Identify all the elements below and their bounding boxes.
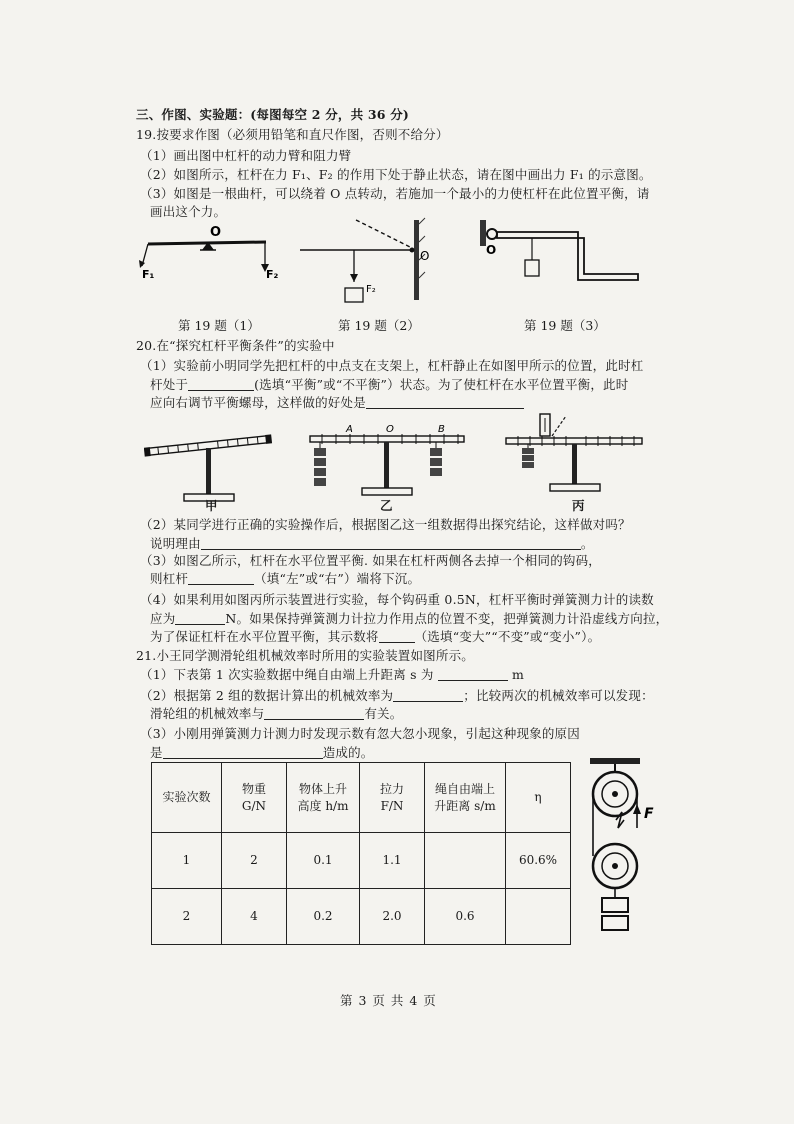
stand-pole bbox=[572, 444, 577, 484]
answer-blank-cause[interactable] bbox=[163, 746, 323, 759]
q21-part2-line1: （2）根据第 2 组的数据计算出的机械效率为 ；比较两次的机械效率可以发现： bbox=[140, 688, 654, 703]
stand-base bbox=[362, 488, 412, 495]
table-row bbox=[152, 889, 571, 945]
stand-pole bbox=[384, 442, 389, 488]
q21-part1: （1）下表第 1 次实验数据中绳自由端上升距离 s 为 m bbox=[140, 667, 525, 682]
q19-figure-3 bbox=[478, 216, 648, 296]
q20-part4-line3: 为了保证杠杆在水平位置平衡，其示数将 （选填“变大”“不变”或“变小”）。 bbox=[150, 629, 601, 644]
cell-height: 0.1 bbox=[287, 833, 360, 889]
answer-blank-benefit[interactable] bbox=[366, 396, 524, 409]
fig1-label-o: O bbox=[210, 225, 222, 240]
label-o: O bbox=[386, 424, 394, 435]
header-pull: 拉力 F/N bbox=[360, 763, 425, 833]
cell-pull: 2.0 bbox=[360, 889, 425, 945]
ceiling-bar bbox=[590, 758, 640, 764]
pulley-label-f: F bbox=[644, 806, 654, 822]
header-efficiency: η bbox=[506, 763, 571, 833]
cell-pull: 1.1 bbox=[360, 833, 425, 889]
q19-part3-line2: 画出这个力。 bbox=[150, 204, 227, 219]
dashed-line bbox=[356, 220, 412, 248]
q20-title: 20.在“探究杠杆平衡条件”的实验中 bbox=[136, 338, 335, 353]
cell-height: 0.2 bbox=[287, 889, 360, 945]
label-b: B bbox=[438, 424, 445, 435]
hook-weight bbox=[314, 478, 326, 486]
cell-trial: 2 bbox=[152, 889, 222, 945]
hook-weight bbox=[522, 448, 534, 454]
q20-figure-yi bbox=[306, 420, 470, 500]
answer-blank-distance[interactable] bbox=[438, 668, 508, 681]
answer-blank-change[interactable] bbox=[379, 630, 415, 643]
q19-part3-line1: （3）如图是一根曲杆，可以绕着 O 点转动，若施加一个最小的力使杠杆在此位置平衡，请 bbox=[140, 186, 650, 201]
cell-efficiency: 60.6% bbox=[506, 833, 571, 889]
header-weight: 物重 G/N bbox=[222, 763, 287, 833]
weight-box bbox=[345, 288, 363, 302]
label-a: A bbox=[346, 424, 353, 435]
answer-blank-scale-reading[interactable] bbox=[175, 612, 225, 625]
fig2-label-f2: F₂ bbox=[366, 284, 376, 295]
fig3-label-o: O bbox=[486, 243, 497, 257]
q20-part1-line2: 杆处于 (选填“平衡”或“不平衡”）状态。为了使杠杆在水平位置平衡，此时 bbox=[150, 377, 629, 392]
cell-trial: 1 bbox=[152, 833, 222, 889]
hook-weight bbox=[314, 468, 326, 476]
q20-part3-line2: 则杠杆 （填“左”或“右”）端将下沉。 bbox=[150, 571, 421, 586]
fig1-label-f2: F₂ bbox=[266, 268, 279, 281]
q19-caption-1: 第 19 题（1） bbox=[178, 318, 260, 333]
hook-weight bbox=[430, 458, 442, 466]
cell-efficiency[interactable] bbox=[506, 889, 571, 945]
hook-weight bbox=[522, 462, 534, 468]
cell-rope-distance: 0.6 bbox=[425, 889, 506, 945]
stand-pole bbox=[206, 448, 211, 494]
hook-weight bbox=[314, 458, 326, 466]
q20-part1-line3: 应向右调节平衡螺母，这样做的好处是 bbox=[150, 395, 524, 411]
q21-data-table bbox=[151, 762, 571, 945]
fig-label-bing: 丙 bbox=[572, 498, 585, 513]
weight-box bbox=[525, 260, 539, 276]
stand-base bbox=[550, 484, 600, 491]
q20-figure-bing bbox=[500, 410, 650, 500]
page-footer: 第 3 页 共 4 页 bbox=[340, 993, 437, 1008]
q20-part2-line1: （2）某同学进行正确的实验操作后，根据图乙这一组数据得出探究结论，这样做对吗？ bbox=[140, 517, 631, 532]
load-block bbox=[602, 916, 628, 930]
q20-part3-line1: （3）如图乙所示，杠杆在水平位置平衡. 如果在杠杆两侧各去掉一个相同的钩码， bbox=[140, 553, 602, 568]
fig-label-jia: 甲 bbox=[205, 498, 218, 513]
hook-weight bbox=[522, 455, 534, 461]
hook-weight bbox=[430, 468, 442, 476]
answer-blank-efficiency[interactable] bbox=[393, 689, 463, 702]
answer-blank-balance-state[interactable] bbox=[188, 378, 254, 391]
q19-part2: （2）如图所示，杠杆在力 F₁、F₂ 的作用下处于静止状态，请在图中画出力 F₁ 的示意图。 bbox=[140, 167, 652, 182]
q19-figure-2 bbox=[296, 212, 436, 308]
q21-part3-line2: 是 造成的。 bbox=[150, 745, 374, 760]
q21-title: 21.小王同学测滑轮组机械效率时所用的实验装置如图所示。 bbox=[136, 648, 474, 663]
q19-figure-1 bbox=[138, 222, 288, 282]
cell-weight: 2 bbox=[222, 833, 287, 889]
q20-part4-line1: （4）如果利用如图丙所示装置进行实验，每个钩码重 0.5N，杠杆平衡时弹簧测力计的读数 bbox=[140, 592, 654, 607]
header-trial: 实验次数 bbox=[152, 763, 222, 833]
dashed-direction bbox=[552, 416, 566, 436]
cell-weight: 4 bbox=[222, 889, 287, 945]
answer-blank-factor[interactable] bbox=[264, 707, 364, 720]
load-block bbox=[602, 898, 628, 912]
cell-rope-distance[interactable] bbox=[425, 833, 506, 889]
curved-rod bbox=[497, 232, 638, 280]
wall bbox=[414, 220, 419, 300]
hook-weight bbox=[430, 448, 442, 456]
header-height: 物体上升 高度 h/m bbox=[287, 763, 360, 833]
table-header-row bbox=[152, 763, 571, 833]
answer-blank-reason[interactable] bbox=[201, 537, 581, 550]
fig2-label-o: O bbox=[420, 249, 430, 263]
pivot bbox=[487, 229, 497, 239]
hook-weight bbox=[314, 448, 326, 456]
q21-part3-line1: （3）小刚用弹簧测力计测力时发现示数有忽大忽小现象，引起这种现象的原因 bbox=[140, 726, 580, 741]
section-title: 三、作图、实验题：(每图每空 2 分，共 36 分) bbox=[136, 107, 410, 122]
q20-part4-line2: 应为 N。如果保持弹簧测力计拉力作用点的位置不变，把弹簧测力计沿虚线方向拉， bbox=[150, 611, 669, 626]
fig-label-yi: 乙 bbox=[380, 498, 393, 513]
q19-part1: （1）画出图中杠杆的动力臂和阻力臂 bbox=[140, 148, 352, 163]
q19-caption-3: 第 19 题（3） bbox=[524, 318, 606, 333]
lever-bar bbox=[310, 436, 464, 442]
q20-part2-line2: 说明理由 。 bbox=[150, 536, 594, 551]
q19-title: 19.按要求作图（必须用铅笔和直尺作图，否则不给分） bbox=[136, 127, 449, 142]
q21-pulley-figure bbox=[582, 756, 662, 946]
header-rope-distance: 绳自由端上 升距离 s/m bbox=[425, 763, 506, 833]
q21-part2-line2: 滑轮组的机械效率与 有关。 bbox=[150, 706, 403, 721]
table-row bbox=[152, 833, 571, 889]
q20-part1-line1: （1）实验前小明同学先把杠杆的中点支在支架上，杠杆静止在如图甲所示的位置，此时杠 bbox=[140, 358, 644, 373]
q19-caption-2: 第 19 题（2） bbox=[338, 318, 420, 333]
fig1-label-f1: F₁ bbox=[142, 268, 155, 281]
answer-blank-side[interactable] bbox=[188, 572, 254, 585]
